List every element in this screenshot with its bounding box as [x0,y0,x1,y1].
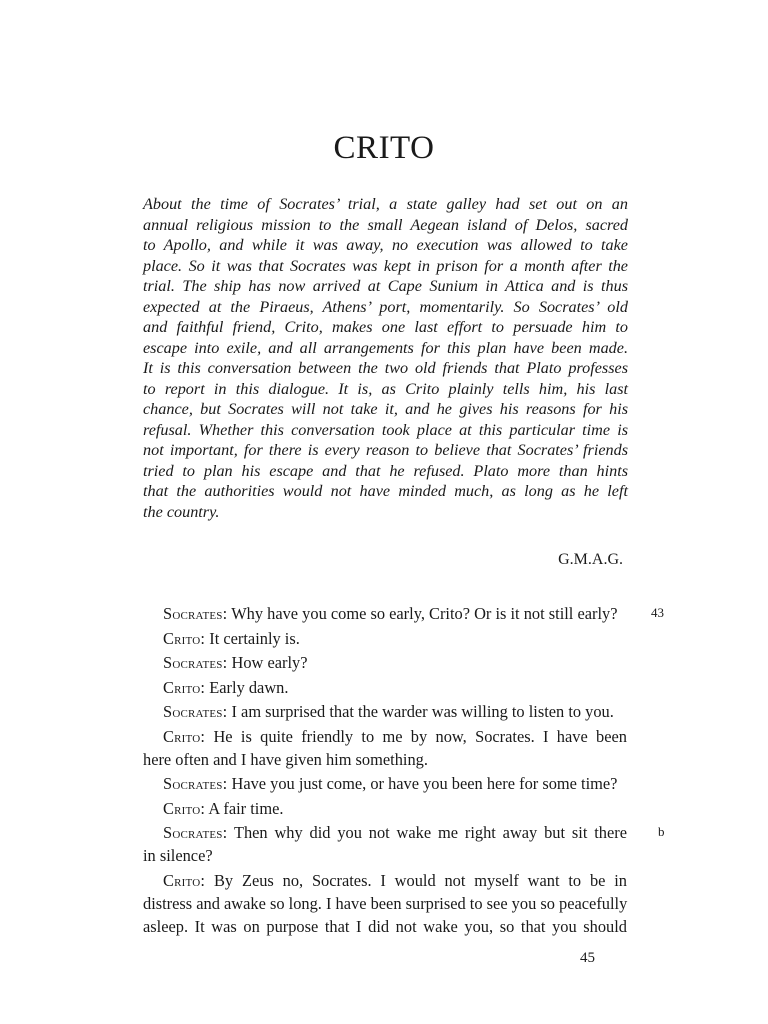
speech-line: asleep. It was on purpose that I did not wake you, so that you should [143,916,627,936]
speaker-label: Crito: [163,726,206,746]
speech-text: I am surprised that the warder was willing to listen to you. [231,702,614,721]
intro-line: escape into exile, and all arrangements for this plan have been made. [143,338,628,357]
speech-crito [143,725,627,771]
author-initials: G.M.A.G. [558,551,623,568]
speaker-label: Socrates: [163,823,228,842]
speech-text: By Zeus no, Socrates. I would not myself want to be in [213,870,627,890]
stephanus-number: 43 [651,605,664,620]
speech-text: He is quite friendly to me by now, Socrates. I have been [213,726,627,746]
intro-line: It is this conversation between the two old friends that Plato professes [143,359,628,377]
speaker-label: Socrates: [163,702,228,721]
speech-socrates [143,700,627,723]
speech-text: Why have you come so early, Crito? Or is it not still early? [231,604,618,623]
speaker-label: Crito: [163,798,206,818]
intro-line: that the authorities would not have minded much, as long as he left [143,482,628,500]
speech-socrates [143,651,627,674]
speech-text: Then why did you not wake me right away but sit there [233,823,627,842]
speech-socrates [143,821,627,867]
speech-text: Have you just come, or have you been here for some time? [231,774,618,793]
speech-line: distress and awake so long. I have been surprised to see you so peacefully [143,893,628,913]
page-number: 45 [580,950,595,966]
introduction-paragraph [143,194,628,522]
intro-line: not important, for there is every reason to believe that Socrates’ friends [143,441,628,459]
intro-line: to Apollo, and while it was away, no execution was allowed to take [143,236,628,254]
speaker-label: Crito: [163,677,206,697]
speech-crito [143,869,627,938]
intro-line: chance, but Socrates will not take it, and he gives his reasons for his [143,400,628,418]
stephanus-section: b [658,824,665,839]
speech-crito [143,797,627,820]
intro-line: the country. [143,502,220,521]
speech-line: in silence? [143,846,213,865]
dialogue-text [143,602,627,939]
speech-socrates [143,602,627,625]
intro-line: About the time of Socrates’ trial, a state galley had set out on an [143,195,628,213]
intro-line: tried to plan his escape and that he refused. Plato more than hints [143,461,628,480]
intro-line: trial. The ship has now arrived at Cape Sunium in Attica and is thus [143,277,628,295]
speech-text: How early? [231,653,308,672]
speech-line: here often and I have given him something. [143,749,428,769]
speech-crito [143,676,627,699]
speaker-label: Crito: [163,628,206,648]
page-title: CRITO [333,130,435,166]
speaker-label: Crito: [163,870,206,890]
speech-text: It certainly is. [209,628,300,648]
speaker-label: Socrates: [163,604,228,623]
intro-line: annual religious mission to the small Aegean island of Delos, sacred [143,215,628,234]
speech-socrates [143,772,627,795]
intro-line: expected at the Piraeus, Athens’ port, momentarily. So Socrates’ old [143,297,628,316]
speech-crito [143,627,627,650]
speech-line [143,869,627,892]
speech-text: A fair time. [208,798,284,818]
speaker-label: Socrates: [163,653,228,672]
intro-line: place. So it was that Socrates was kept in prison for a month after the [143,256,628,275]
speech-text: Early dawn. [209,677,289,697]
intro-line: and faithful friend, Crito, makes one last effort to persuade him to [143,318,628,336]
speech-line [143,725,627,748]
intro-line: to report in this dialogue. It is, as Crito plainly tells him, his last [143,379,628,398]
intro-line: refusal. Whether this conversation took place at this particular time is [143,420,628,439]
speech-line [143,821,627,844]
speaker-label: Socrates: [163,774,228,793]
